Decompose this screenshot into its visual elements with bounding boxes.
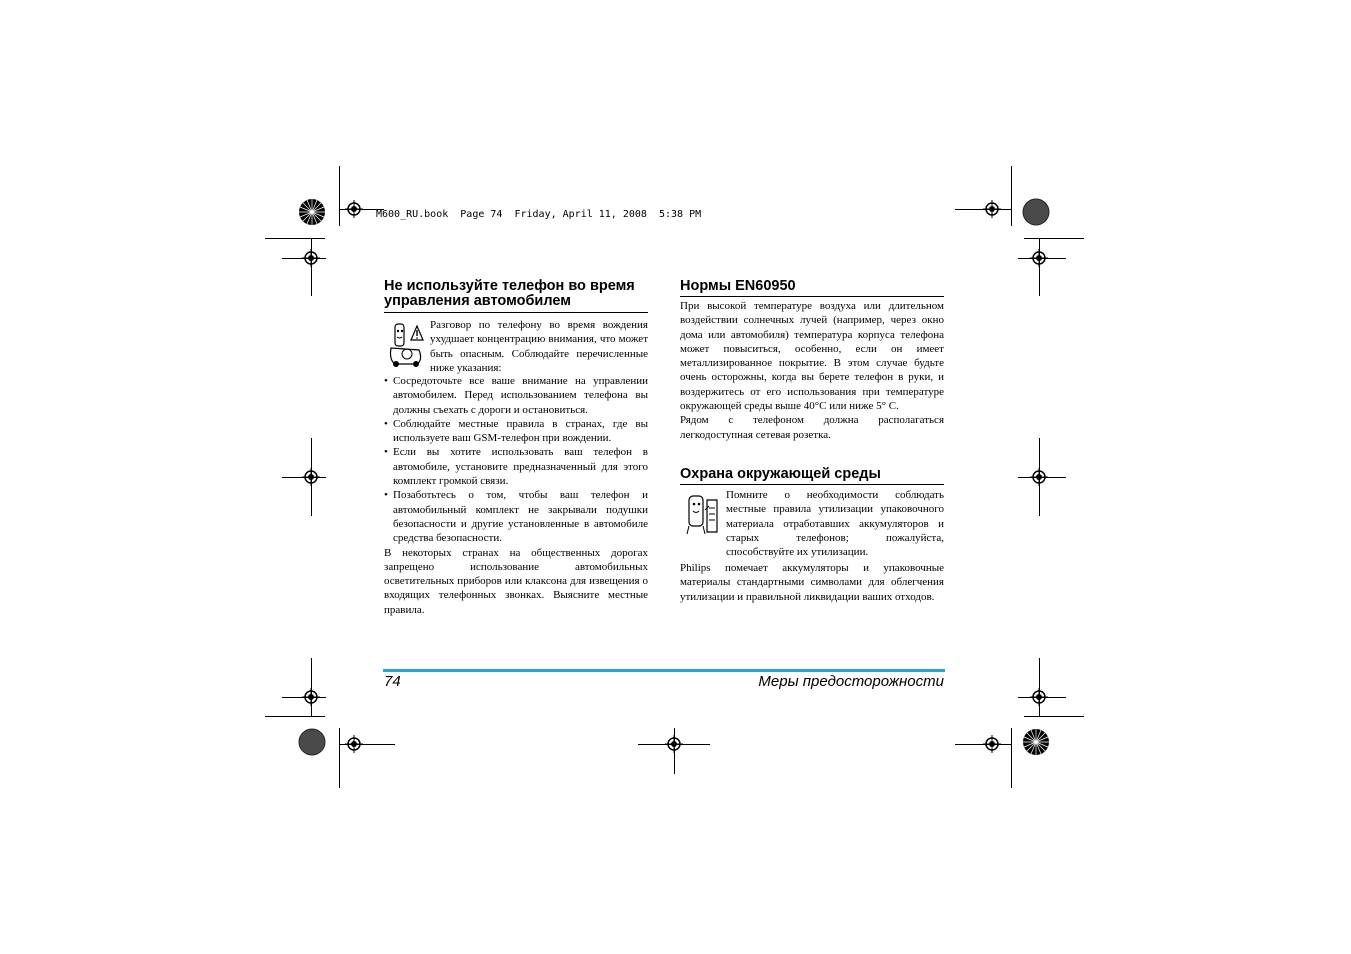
norms-paragraph: При высокой температуре воздуха или длительном воздействии солнечных лучей (например, через окно дома или автомобиля) температура корпуса телефона может повыситься, особенно, если он имеет металлизированное покрытие. В этом случае будьте очень осторожны, когда вы берете телефон в руки, и воздержитесь от его использования при температуре окружающей среды выше 40°C или ниже 5° C.	[680, 300, 944, 413]
crop-mark	[311, 658, 312, 716]
title-underline	[384, 312, 648, 313]
registration-target-icon	[302, 688, 320, 706]
crop-mark	[1039, 238, 1040, 296]
list-item: • Сосредоточьте все ваше внимание на управлении автомобилем. Перед использованием телефона вы должны съехать с дороги и остановиться.	[384, 374, 648, 417]
crop-mark	[265, 238, 325, 239]
crop-mark	[265, 716, 325, 717]
footer-accent-bar	[383, 669, 945, 672]
list-item: • Если вы хотите использовать ваш телефон в автомобиле, установите предназначенный для этого комплект громкой связи.	[384, 445, 648, 488]
page-number: 74	[384, 673, 401, 690]
registration-target-icon	[665, 735, 683, 753]
list-item: • Позаботьтесь о том, чтобы ваш телефон и автомобильный комплект не закрывали подушки безопасности и другие установленные в автомобиле средства безопасности.	[384, 488, 648, 545]
crop-mark	[311, 238, 312, 296]
crop-mark	[1011, 166, 1012, 226]
registration-target-icon	[1030, 688, 1048, 706]
registration-target-icon	[345, 200, 363, 218]
crop-mark	[1011, 728, 1012, 788]
registration-target-icon	[345, 735, 363, 753]
starburst-seal-icon	[298, 198, 326, 226]
title-underline	[680, 296, 944, 297]
environment-paragraph: Philips помечает аккумуляторы и упаковочные материалы стандартными символами для облегчения утилизации и правильной ликвидации ваших отходов.	[680, 562, 944, 603]
norms-text	[680, 299, 944, 442]
grey-seal-icon	[1022, 198, 1050, 226]
norms-paragraph: Рядом с телефоном должна располагаться легкодоступная сетевая розетка.	[680, 414, 944, 441]
driving-intro: Разговор по телефону во время вождения ухудшает концентрацию внимания, что может быть опасным. Соблюдайте перечисленные ниже указания:	[430, 319, 648, 374]
driving-section-title: Не используйте телефон во время управления автомобилем	[384, 278, 635, 309]
crop-mark	[339, 166, 340, 226]
title-underline	[680, 484, 944, 485]
grey-seal-icon	[298, 728, 326, 756]
environment-section-title: Охрана окружающей среды	[680, 466, 881, 482]
phone-recycling-icon	[683, 490, 723, 538]
registration-target-icon	[983, 735, 1001, 753]
crop-mark	[1039, 658, 1040, 716]
crop-mark	[339, 728, 340, 788]
registration-target-icon	[1030, 249, 1048, 267]
driving-closing: В некоторых странах на общественных дорогах запрещено использование автомобильных осветительных приборов или клаксона для извещения о входящих телефонных звонках. Выясните местные правила.	[384, 546, 648, 616]
list-item: • Соблюдайте местные правила в странах, где вы используете ваш GSM-телефон при вождении.	[384, 417, 648, 446]
registration-target-icon	[1030, 468, 1048, 486]
crop-mark	[1024, 238, 1084, 239]
environment-intro: Помните о необходимости соблюдать местные правила утилизации упаковочного материала отработавших аккумуляторов и старых телефонов; пожалуйста, способствуйте их утилизации.	[726, 489, 944, 559]
bullet-list	[384, 374, 648, 546]
registration-target-icon	[302, 468, 320, 486]
crop-mark	[1024, 716, 1084, 717]
section-name: Меры предосторожности	[758, 673, 944, 690]
registration-target-icon	[983, 200, 1001, 218]
file-info-header: M600_RU.book Page 74 Friday, April 11, 2008 5:38 PM	[376, 209, 702, 220]
norms-section-title: Нормы EN60950	[680, 278, 796, 294]
phone-driving-warning-icon	[387, 320, 427, 368]
registration-target-icon	[302, 249, 320, 267]
starburst-seal-icon	[1022, 728, 1050, 756]
driving-rules	[384, 374, 648, 617]
